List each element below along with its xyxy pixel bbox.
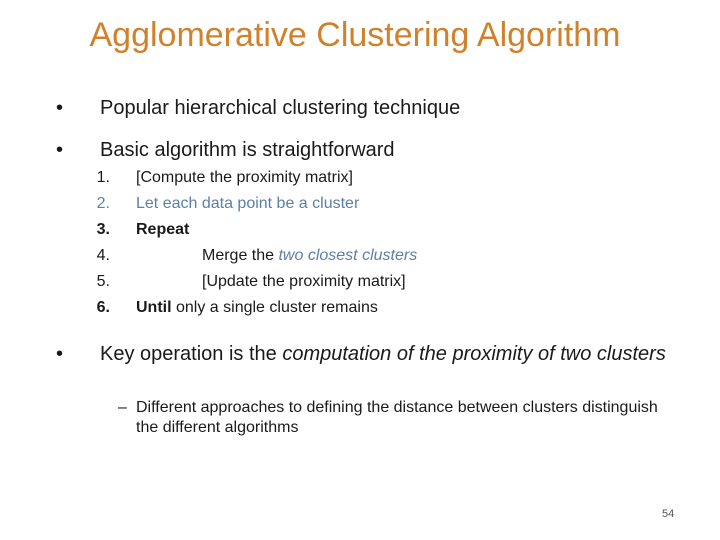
page-number: 54 xyxy=(662,508,675,520)
step-number: 6. xyxy=(96,299,110,316)
step-number: 5. xyxy=(96,273,110,290)
step-5-text: [Update the proximity matrix] xyxy=(202,273,406,290)
step-number: 3. xyxy=(96,221,110,238)
bullet-dot: • xyxy=(56,139,64,161)
sub-bullet-text: Different approaches to defining the distance between clusters distinguish the different algorithms xyxy=(136,399,658,436)
bullet-text-3: Key operation is the computation of the proximity of two clusters xyxy=(100,343,666,365)
bullet-dot: • xyxy=(56,97,64,119)
step-4-italic: two closest clusters xyxy=(278,247,418,264)
step-6-text: Until only a single cluster remains xyxy=(136,299,378,316)
step-number: 1. xyxy=(96,169,110,186)
bullet-dot: • xyxy=(56,343,64,365)
step-4-text: Merge the two closest clusters xyxy=(202,247,418,264)
bullet-text-1: Popular hierarchical clustering technique xyxy=(100,97,461,119)
sub-bullet-dash: – xyxy=(118,399,127,416)
step-2-text: Let each data point be a cluster xyxy=(136,195,360,212)
step-number: 4. xyxy=(96,247,110,264)
step-number: 2. xyxy=(96,195,110,212)
bullet-text-2: Basic algorithm is straightforward xyxy=(100,139,395,161)
step-1-text: [Compute the proximity matrix] xyxy=(136,169,353,186)
slide-title: Agglomerative Clustering Algorithm xyxy=(89,16,621,54)
step-3-text: Repeat xyxy=(136,221,190,238)
